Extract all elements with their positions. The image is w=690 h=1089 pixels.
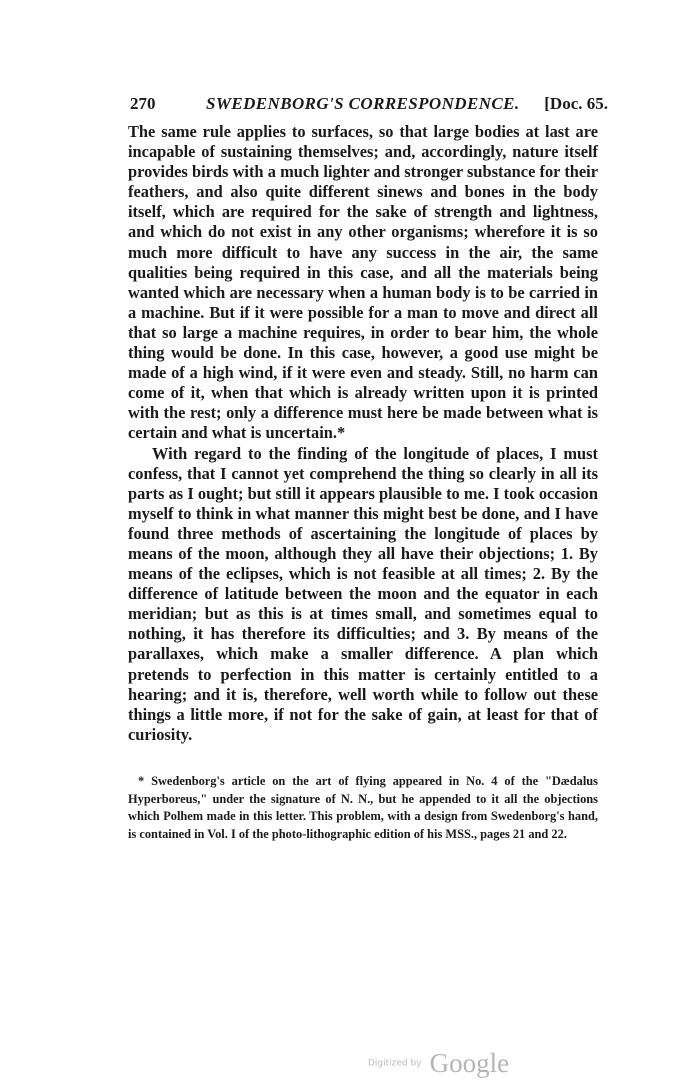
document-reference: [Doc. 65. — [544, 94, 608, 113]
paragraph-flight: The same rule applies to surfaces, so that large bodies at last are incapable of sustaining themselves; and, accordingly, nature itself provides birds with a much lighter and stronger substance for their feathers, and also quite different sinews and bones in the body itself, which are required for the sake of strength and lightness, and which do not exist in any other organisms; wherefore it is so much more difficult to have any success in the air, the same qualities being required in this case, and all the materials being wanted which are necessary when a human body is to be carried in a machine. But if it were possible for a man to move and direct all that so large a machine requires, in order to bear him, the whole thing would be done. In this case, however, a good use might be made of a high wind, if it were even and steady. Still, no harm can come of it, when that which is already written upon it is printed with the rest; only a difference must here be made between what is certain and what is uncertain.* — [128, 122, 598, 443]
watermark-prefix: Digitized by — [368, 1058, 422, 1069]
running-head — [128, 90, 608, 122]
google-logo: Google — [429, 1048, 510, 1078]
book-page — [128, 90, 608, 843]
footnote: * Swedenborg's article on the art of flying appeared in No. 4 of the "Dædalus Hyperboreus," under the signature of N. N., but he appended to it all the objections which Polhem made in this letter. This problem, with a design from Swedenborg's hand, is contained in Vol. I of the photo-lithographic edition of his MSS., pages 21 and 22. — [128, 773, 598, 841]
page-number: 270 — [130, 94, 156, 113]
running-title: SWEDENBORG'S CORRESPONDENCE. — [206, 94, 520, 113]
paragraph-longitude: With regard to the finding of the longitude of places, I must confess, that I cannot yet comprehend the thing so clearly in all its parts as I ought; but still it appears plausible to me. I took occasion myself to think in what manner this might best be done, and I have found three methods of ascertaining the longitude of places by means of the moon, although they all have their objections; 1. By means of the eclipses, which is not feasible at all times; 2. By the difference of latitude between the moon and the equator in each meridian; but as this is at times small, and sometimes equal to nothing, it has therefore its difficulties; and 3. By means of the parallaxes, which make a smaller difference. A plan which pretends to perfection in this matter is certainly entitled to a hearing; and it is, therefore, well worth while to follow out these things a little more, if not for the sake of gain, at least for that of curiosity. — [128, 443, 598, 744]
digitized-watermark — [368, 1048, 509, 1079]
